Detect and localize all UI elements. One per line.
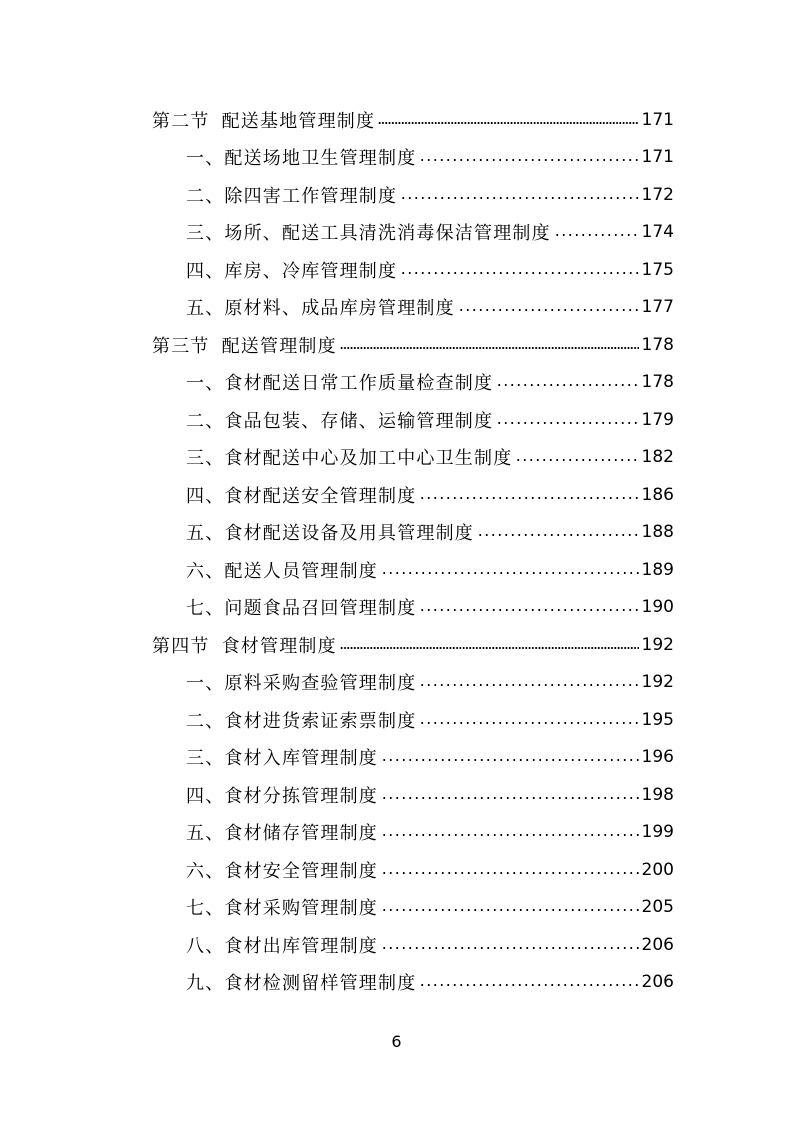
toc-page-number: 206 [641,972,674,993]
toc-page-number: 188 [641,522,674,543]
toc-entry-row[interactable] [152,289,674,327]
toc-entry-row[interactable] [152,251,674,289]
toc-dot-leader [458,298,639,316]
toc-entry-title: 一、原料采购查验管理制度 [186,673,417,695]
toc-entry-row[interactable] [152,439,674,477]
toc-page-number: 199 [641,822,674,843]
toc-entry-row[interactable] [152,589,674,627]
toc-dot-leader [340,336,639,354]
toc-entry-title: 七、食材采购管理制度 [186,898,378,920]
toc-dot-leader [477,523,639,541]
toc-page-number: 172 [641,184,674,205]
toc-dot-leader [419,486,638,504]
toc-dot-leader [340,636,639,654]
toc-page-number: 198 [641,784,674,805]
toc-page-number: 174 [641,222,674,243]
toc-page-number: 178 [641,372,674,393]
toc-entry-title: 三、食材入库管理制度 [186,748,378,770]
toc-entry-row[interactable] [152,889,674,927]
toc-section-title: 配送基地管理制度 [221,110,376,132]
toc-dot-leader [381,898,639,916]
toc-page-number: 190 [641,597,674,618]
toc-entry-title: 八、食材出库管理制度 [186,935,378,957]
toc-dot-leader [381,861,639,879]
toc-dot-leader [554,223,639,241]
toc-entry-title: 六、食材安全管理制度 [186,860,378,882]
toc-page-number: 177 [641,297,674,318]
toc-entry-title: 五、食材配送设备及用具管理制度 [186,523,474,545]
toc-dot-leader [381,936,639,954]
toc-dot-leader [381,786,639,804]
toc-dot-leader [419,711,638,729]
toc-entry-row[interactable] [152,701,674,739]
toc-dot-leader [400,186,638,204]
toc-page-number: 192 [641,672,674,693]
toc-dot-leader [381,748,639,766]
toc-page-number: 175 [641,259,674,280]
toc-entry-row[interactable] [152,364,674,402]
toc-dot-leader [419,148,638,166]
toc-entry-row[interactable] [152,851,674,889]
toc-dot-leader [381,561,639,579]
toc-dot-leader [419,973,638,991]
toc-entry-row[interactable] [152,214,674,252]
toc-entry-title: 三、食材配送中心及加工中心卫生制度 [186,448,513,470]
toc-section-number: 第二节 [152,110,210,132]
toc-page-number: 189 [641,559,674,580]
toc-entry-row[interactable] [152,776,674,814]
toc-dot-leader [378,111,638,129]
toc-page-number: 171 [641,109,674,130]
toc-entry-row[interactable] [152,551,674,589]
toc-page-number: 205 [641,897,674,918]
toc-page-number: 182 [641,447,674,468]
toc-section-title: 食材管理制度 [221,635,337,657]
toc-page-number: 186 [641,484,674,505]
toc-page-number: 192 [641,634,674,655]
toc-entry-row[interactable] [152,476,674,514]
toc-page-number: 196 [641,747,674,768]
toc-entry-title: 二、食品包装、存储、运输管理制度 [186,410,494,432]
toc-entry-title: 四、库房、冷库管理制度 [186,260,398,282]
toc-entry-title: 五、食材储存管理制度 [186,823,378,845]
toc-dot-leader [400,261,638,279]
toc-section-label [152,332,337,358]
toc-page-number: 179 [641,409,674,430]
toc-dot-leader [419,673,638,691]
toc-dot-leader [419,598,638,616]
toc-entry-title: 一、食材配送日常工作质量检查制度 [186,373,494,395]
toc-dot-leader [496,373,638,391]
toc-entry-title: 四、食材分拣管理制度 [186,785,378,807]
toc-dot-leader [381,823,639,841]
toc-section-row[interactable] [152,326,674,364]
toc-section-row[interactable] [152,101,674,139]
page-number: 6 [391,1032,402,1051]
toc-entry-row[interactable] [152,401,674,439]
toc-entry-title: 五、原材料、成品库房管理制度 [186,298,455,320]
toc-entry-title: 二、食材进货索证索票制度 [186,710,417,732]
toc-page-number: 171 [641,147,674,168]
toc-page-number: 178 [641,334,674,355]
toc-page-number: 206 [641,934,674,955]
toc-entry-row[interactable] [152,739,674,777]
toc-entry-title: 九、食材检测留样管理制度 [186,973,417,995]
toc-dot-leader [496,411,638,429]
toc-section-label [152,632,337,658]
toc-entry-title: 七、问题食品召回管理制度 [186,598,417,620]
toc-entry-title: 一、配送场地卫生管理制度 [186,148,417,170]
toc-section-title: 配送管理制度 [221,335,337,357]
toc-entry-row[interactable] [152,139,674,177]
toc-section-row[interactable] [152,626,674,664]
toc-entry-row[interactable] [152,926,674,964]
toc-entry-title: 六、配送人员管理制度 [186,560,378,582]
toc-entry-title: 二、除四害工作管理制度 [186,185,398,207]
toc-entry-row[interactable] [152,176,674,214]
toc-section-number: 第三节 [152,335,210,357]
toc-page-number: 200 [641,859,674,880]
toc-entry-row[interactable] [152,514,674,552]
toc-entry-row[interactable] [152,814,674,852]
toc-dot-leader [515,448,638,466]
toc-page-number: 195 [641,709,674,730]
toc-entry-row[interactable] [152,964,674,1002]
toc-section-label [152,107,375,133]
toc-section-number: 第四节 [152,635,210,657]
toc-entry-row[interactable] [152,664,674,702]
table-of-contents [152,101,674,1001]
toc-entry-title: 三、场所、配送工具清洗消毒保洁管理制度 [186,223,551,245]
toc-entry-title: 四、食材配送安全管理制度 [186,485,417,507]
